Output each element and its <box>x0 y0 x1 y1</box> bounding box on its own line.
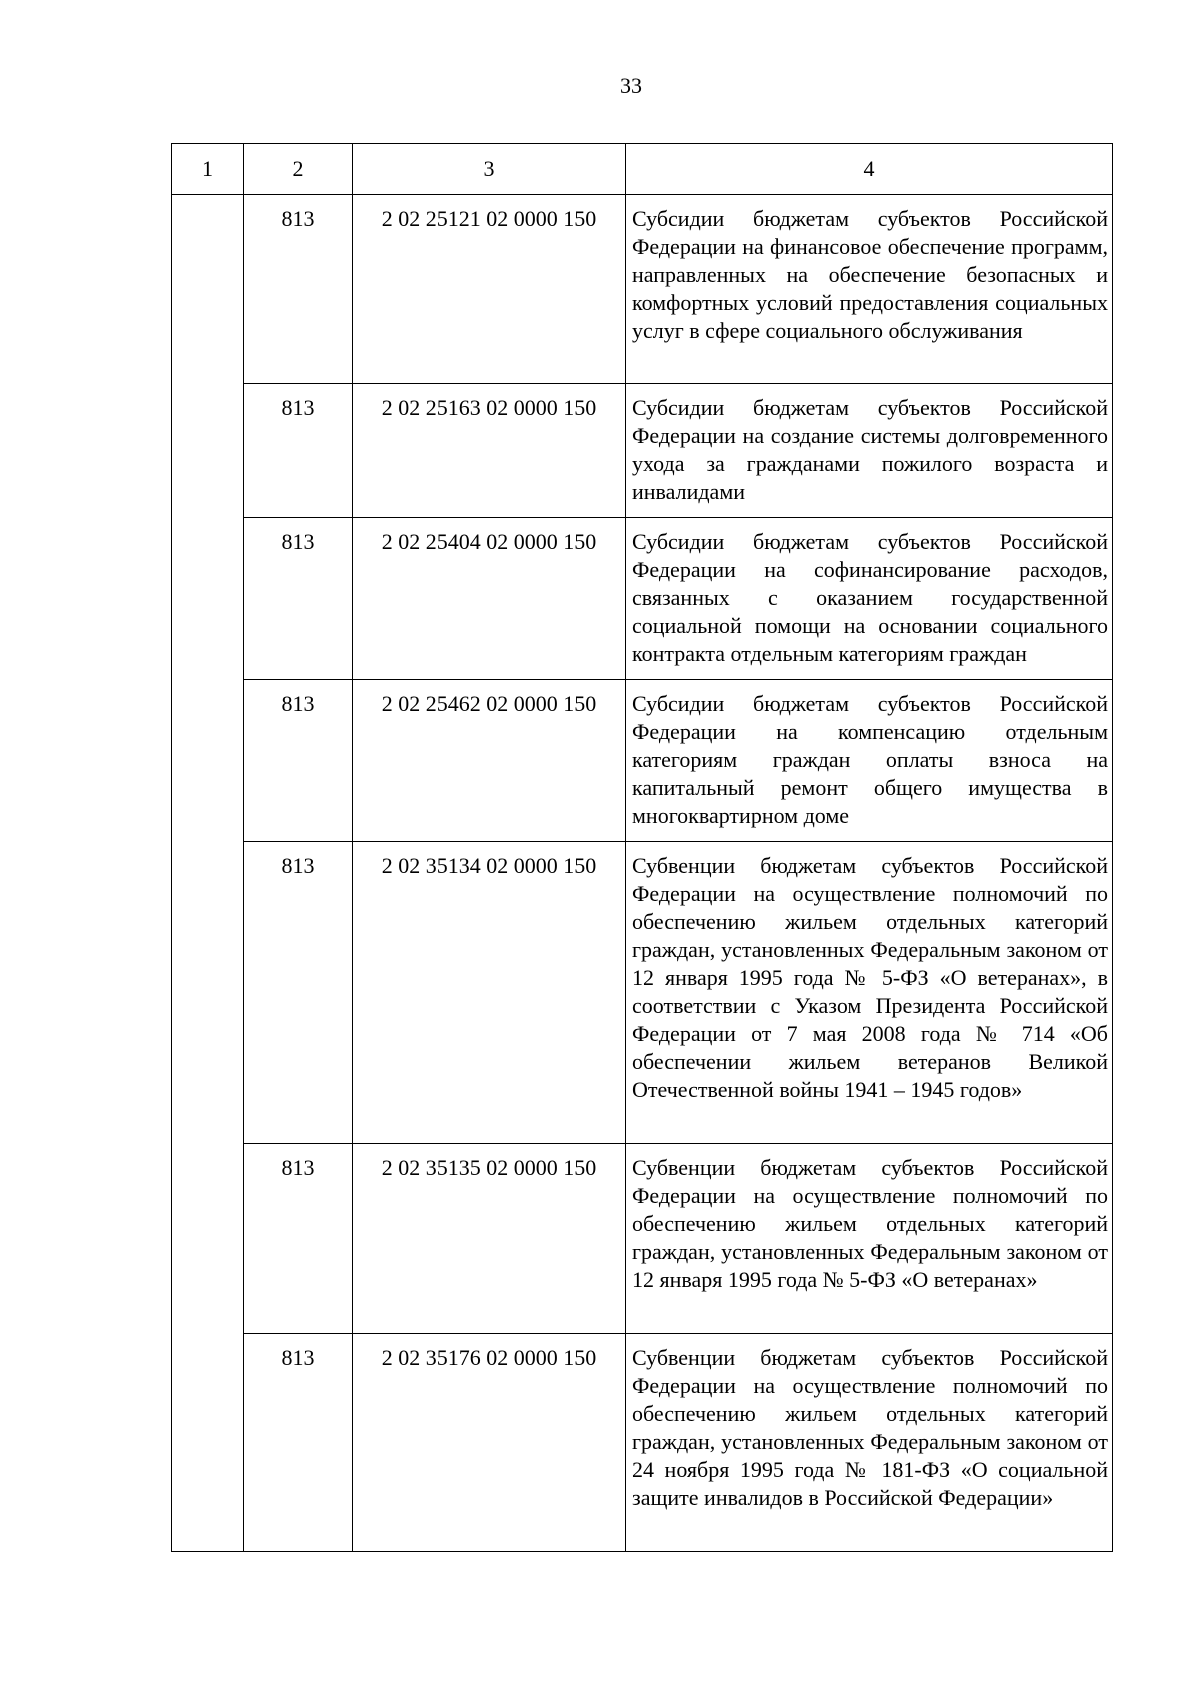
admin-code-cell: 813 <box>244 1144 353 1334</box>
description-cell: Субсидии бюджетам субъектов Российской Федерации на компенсацию отдельным категориям граждан оплаты взноса на капитальный ремонт общего имущества в многоквартирном доме <box>626 680 1113 842</box>
admin-code-cell: 813 <box>244 680 353 842</box>
budget-code-cell: 2 02 35134 02 0000 150 <box>353 842 626 1144</box>
column-header-1: 1 <box>172 144 244 195</box>
table-row <box>172 680 1113 842</box>
table-row <box>172 384 1113 518</box>
table-row <box>172 1334 1113 1552</box>
admin-code-cell: 813 <box>244 518 353 680</box>
table-row <box>172 195 1113 384</box>
table-body <box>172 195 1113 1552</box>
description-cell: Субсидии бюджетам субъектов Российской Федерации на софинансирование расходов, связанных с оказанием государственной социальной помощи на основании социального контракта отдельным категориям граждан <box>626 518 1113 680</box>
table-header-row <box>172 144 1113 195</box>
group-cell-column-1 <box>172 195 244 1552</box>
budget-code-cell: 2 02 35135 02 0000 150 <box>353 1144 626 1334</box>
table-row <box>172 842 1113 1144</box>
page-number: 33 <box>620 73 642 98</box>
budget-code-cell: 2 02 35176 02 0000 150 <box>353 1334 626 1552</box>
column-header-2: 2 <box>244 144 353 195</box>
description-cell: Субвенции бюджетам субъектов Российской Федерации на осуществление полномочий по обеспечению жильем отдельных категорий граждан, установленных Федеральным законом от 12 января 1995 года № 5-ФЗ «О ветеранах», в соответствии с Указом Президента Российской Федерации от 7 мая 2008 года № 714 «Об обеспечении жильем ветеранов Великой Отечественной войны 1941 – 1945 годов» <box>626 842 1113 1144</box>
description-cell: Субвенции бюджетам субъектов Российской Федерации на осуществление полномочий по обеспечению жильем отдельных категорий граждан, установленных Федеральным законом от 12 января 1995 года № 5-ФЗ «О ветеранах» <box>626 1144 1113 1334</box>
table-header <box>172 144 1113 195</box>
table-row <box>172 1144 1113 1334</box>
column-header-3: 3 <box>353 144 626 195</box>
column-header-4: 4 <box>626 144 1113 195</box>
description-cell: Субсидии бюджетам субъектов Российской Федерации на финансовое обеспечение программ, направленных на обеспечение безопасных и комфортных условий предоставления социальных услуг в сфере социального обслуживания <box>626 195 1113 384</box>
budget-code-cell: 2 02 25404 02 0000 150 <box>353 518 626 680</box>
budget-code-cell: 2 02 25462 02 0000 150 <box>353 680 626 842</box>
description-cell: Субвенции бюджетам субъектов Российской Федерации на осуществление полномочий по обеспечению жильем отдельных категорий граждан, установленных Федеральным законом от 24 ноября 1995 года № 181-ФЗ «О социальной защите инвалидов в Российской Федерации» <box>626 1334 1113 1552</box>
budget-classification-table <box>171 143 1113 1552</box>
description-cell: Субсидии бюджетам субъектов Российской Федерации на создание системы долговременного ухода за гражданами пожилого возраста и инвалидами <box>626 384 1113 518</box>
budget-code-cell: 2 02 25121 02 0000 150 <box>353 195 626 384</box>
admin-code-cell: 813 <box>244 384 353 518</box>
admin-code-cell: 813 <box>244 842 353 1144</box>
table-row <box>172 518 1113 680</box>
admin-code-cell: 813 <box>244 195 353 384</box>
admin-code-cell: 813 <box>244 1334 353 1552</box>
budget-code-cell: 2 02 25163 02 0000 150 <box>353 384 626 518</box>
